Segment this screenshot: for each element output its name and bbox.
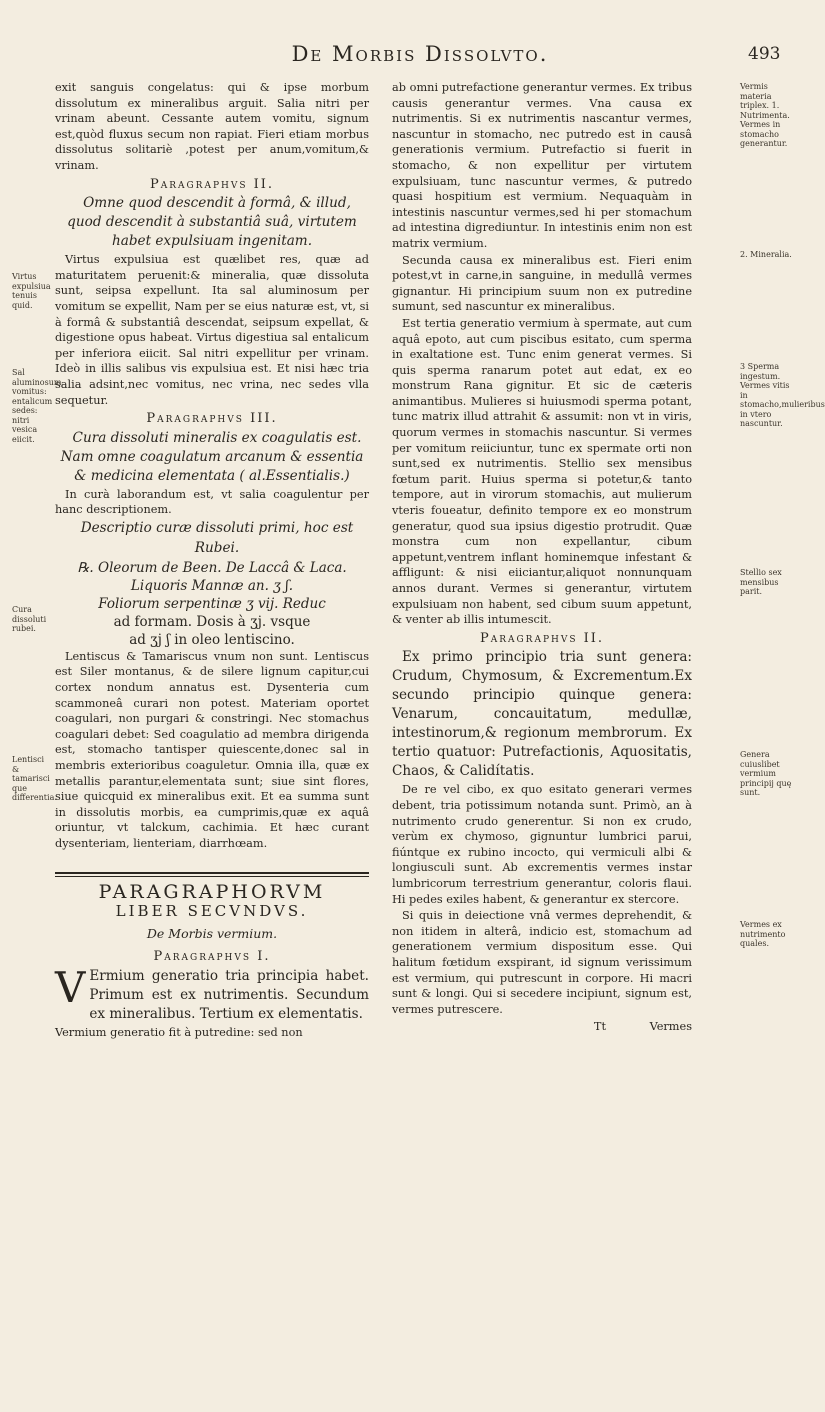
- cure-description-rubei: Rubei.: [194, 539, 240, 556]
- left-paragraph-3: In curà laborandum est, vt salia coagulentur per hanc descriptionem.: [55, 487, 369, 517]
- left-paragraph-2: Virtus expulsiua est quælibet res, quæ ad maturitatem peruenit:& mineralia, quæ dissoluta sunt, seipsa expellunt. Ita sal aluminosum per vomitum se expellit, Nam per se eius naturæ est, vt, si à formâ & substantiâ descendat, seipsum expellat, & digestione opus habeat. Virtus digestiua sal entalicum per inferiora eiicit. Sal nitri expellitur per vrinam. Ideò in illis salibus vis expulsiua est. Et nisi hæc tria salia adsint,nec vomitus, nec vrina, nec sedes vlla sequetur.: [55, 253, 369, 407]
- right-paragraph-heading: Paragraphvs II.: [479, 630, 605, 646]
- section-rule-bottom: [55, 876, 369, 877]
- lemma-3: Cura dissoluti mineralis ex coagulatis est. Nam omne coagulatum arcanum & essentia & medicina elementata ( al.Essentialis.): [60, 429, 364, 484]
- margin-note-left-2: Sal aluminosum vomitus: entalicum sedes: nitri vesica eiicit.: [12, 368, 62, 444]
- cure-description: Descriptio curæ dissoluti primi, hoc est: [80, 519, 354, 536]
- recipe-line-2: Liquoris Mannæ an. ʒ ʃ.: [130, 577, 294, 594]
- margin-note-left-4: Lentisci & tamarisci que differentia.: [12, 755, 57, 802]
- paragraph-heading-2: Paragraphvs II.: [149, 176, 275, 192]
- running-title: De Morbis Dissolvto.: [291, 42, 549, 66]
- right-paragraph-5: De re vel cibo, ex quo esitato generari vermes debent, tria potissimum notanda sunt. Primò, an à nutrimento crudo generentur. Si non ex crudo, verùm ex chymoso, gignuntur lumbrici parui, fiúntque ex rubino incocto, qui vermiculi albi & longiusculi sunt. Ab excrementis vermes instar lumbricorum terrestrium generantur, coloris flaui. Hi pedes exiles habent, & generantur ex stercore.: [392, 783, 692, 906]
- book-lemma: De Morbis vermium.: [146, 925, 278, 941]
- recipe-line-5: ad ʒj ʃ in oleo lentiscino.: [129, 631, 295, 648]
- right-paragraph-6: Si quis in deiectione vnâ vermes deprehendit, & non itidem in alterâ, indicio est, stomachum ad generationem vermium dispositum esse. Qui halitum fœtidum exspirant, id signum verissimum est vermium, qui putrescunt in corpore. Hi macri sunt & longi. Qui si secedere incipiunt, signum est, vermes putrescere.: [392, 909, 692, 1016]
- book-title: PARAGRAPHORVM: [98, 880, 326, 903]
- margin-note-right-6: Vermes ex nutrimento quales.: [740, 920, 786, 948]
- left-paragraph-1: exit sanguis congelatus: qui & ipse morbum dissolutum ex mineralibus arguit. Salia nitri per vrinam abeunt. Cessante autem vomitu, signum est,quòd fluxus secum non rapiat. Fieri etiam morbus dissolutus solitariè ,potest per anum,vomitum,& vrinam.: [55, 81, 369, 172]
- margin-note-left-1: Virtus expulsiua tenuis quid.: [12, 272, 51, 310]
- section-rule-top: [55, 872, 369, 874]
- page-number: 493: [748, 44, 781, 64]
- left-paragraph-6: Vermium generatio fit à putredine: sed non: [55, 1025, 303, 1039]
- right-paragraph-1: ab omni putrefactione generantur vermes. Ex tribus causis generantur vermes. Vna causa ex nutrimentis. Si ex nutrimentis nascantur vermes, nascuntur in stomacho, nec putredo est in causâ generationis vermium. Putrefactio si fuerit in stomacho, & non expellitur per virtutem expulsiuam, tunc nascuntur vermes, & putredo quasi hospitium est vermium. Nequaquàm in intestinis nascuntur vermes,sed hi per stomachum ad intestina digrediuntur. In intestinis enim non est matrix vermium.: [392, 81, 692, 250]
- recipe-line-1: ℞. Oleorum de Been. De Laccâ & Laca.: [77, 559, 347, 576]
- margin-note-right-4: Stellio sex mensibus parit.: [740, 568, 782, 596]
- margin-note-right-1: Vermis materia triplex. 1. Nutrimenta. Vermes in stomacho generantur.: [740, 82, 790, 148]
- left-paragraph-5: [55, 962, 369, 1024]
- right-paragraph-2: Secunda causa ex mineralibus est. Fieri enim potest,vt in carne,in sanguine, in medullâ vermes gignantur. Hi principium suum non ex putredine sumunt, sed nascuntur ex mineralibus.: [392, 253, 692, 314]
- signature-line: [392, 1019, 692, 1035]
- margin-note-left-3: Cura dissoluti rubei.: [12, 605, 47, 633]
- signature-mark: Tt: [593, 1020, 606, 1034]
- paragraph-heading-3: Paragraphvs III.: [146, 411, 278, 427]
- drop-cap: V: [55, 962, 86, 1012]
- right-paragraph-4: Ex primo principio tria sunt genera: Crudum, Chymosum, & Excrementum.Ex secundo principio quinque genera: Venarum, concauitatum, medullæ, intestinorum,& regionum membrorum. Ex tertio quatuor: Putrefactionis, Aquositatis, Chaos, & Calidítatis.: [392, 649, 692, 780]
- paragraph-heading-1b: Paragraphvs I.: [153, 949, 271, 965]
- left-column: [55, 80, 369, 1042]
- lemma-2: Omne quod descendit à formâ, & illud, quod descendit à substantiâ suâ, virtutem habet expulsiuam ingenitam.: [67, 195, 357, 250]
- drop-cap-text: Ermium generatio tria principia habet. Primum est ex nutrimentis. Secundum ex mineralibus. Tertium ex elementatis.: [89, 967, 369, 1022]
- margin-note-right-5: Genera cuiuslibet vermium principij quę sunt.: [740, 750, 792, 797]
- right-paragraph-3: Est tertia generatio vermium à spermate, aut cum aquâ epoto, aut cum piscibus esitato, cum sperma in exaltatione est. Tunc enim generat vermes. Si quis sperma ranarum potet aut edat, ex eo monstrum Rana gignitur. Et sic de cæteris animantibus. Mulieres si huiusmodi sperma potant, tunc matrix illud attrahit & assumit: non vt in viris, quorum vermes in stomachis nascuntur. Si vermes per vomitum reiiciuntur, tunc ex spermate orti non sunt,sed ex nutrimentis. Stellio sex mensibus fœtum parit. Huius sperma si potetur,& tanto tempore, aut in virorum stomachis, aut mulierum vteris foueatur, definito tempore ex eo monstrum generatur, quod sua ipsius digestio protrudit. Quæ monstra cum non expellantur, cibum appetunt,ventrem inflant hominemque infestant & affligunt: & nisi eiiciantur,aliquot nonnunquam annos durant. Vermes si generantur, virtutem expulsiuam non habent, sed cibum suum appetunt, & venter ab illis intumescit.: [392, 316, 692, 627]
- recipe-line-4: ad formam. Dosis à ʒj. vsque: [113, 613, 311, 630]
- left-paragraph-4: Lentiscus & Tamariscus vnum non sunt. Lentiscus est Siler montanus, & de silere lignum capitur,cui cortex nondum annatus est. Dysenteria cum scammoneâ curari non potest. Materiam oportet coagulari, non purgari & constringi. Nec stomachus coagulari debet: Sed coagulatio ad membra dirigenda est, stomacho tantisper quiescente,donec sal in membris exterioribus coaguletur. Omnia illa, quæ ex metallis parantur,elementata sunt; siue sint flores, siue quicquid ex mineralibus exit. Et ea summa sunt in dissolutis morbis, ea cumprimis,quæ ex aquâ oriuntur, vt talckum, cachimia. Et hæc curant dysenteriam, lienteriam, diarrhœam.: [55, 649, 369, 850]
- recipe-line-3: Foliorum serpentinæ ʒ vij. Reduc: [98, 595, 326, 612]
- margin-note-right-2: 2. Mineralia.: [740, 250, 792, 259]
- catchword: Vermes: [649, 1020, 692, 1034]
- book-subtitle: LIBER SECVNDVS.: [115, 902, 309, 921]
- right-column: [392, 80, 692, 1035]
- margin-note-right-3: 3 Sperma ingestum. Vermes vitis in stomacho,mulieribus in vtero nascuntur.: [740, 362, 825, 428]
